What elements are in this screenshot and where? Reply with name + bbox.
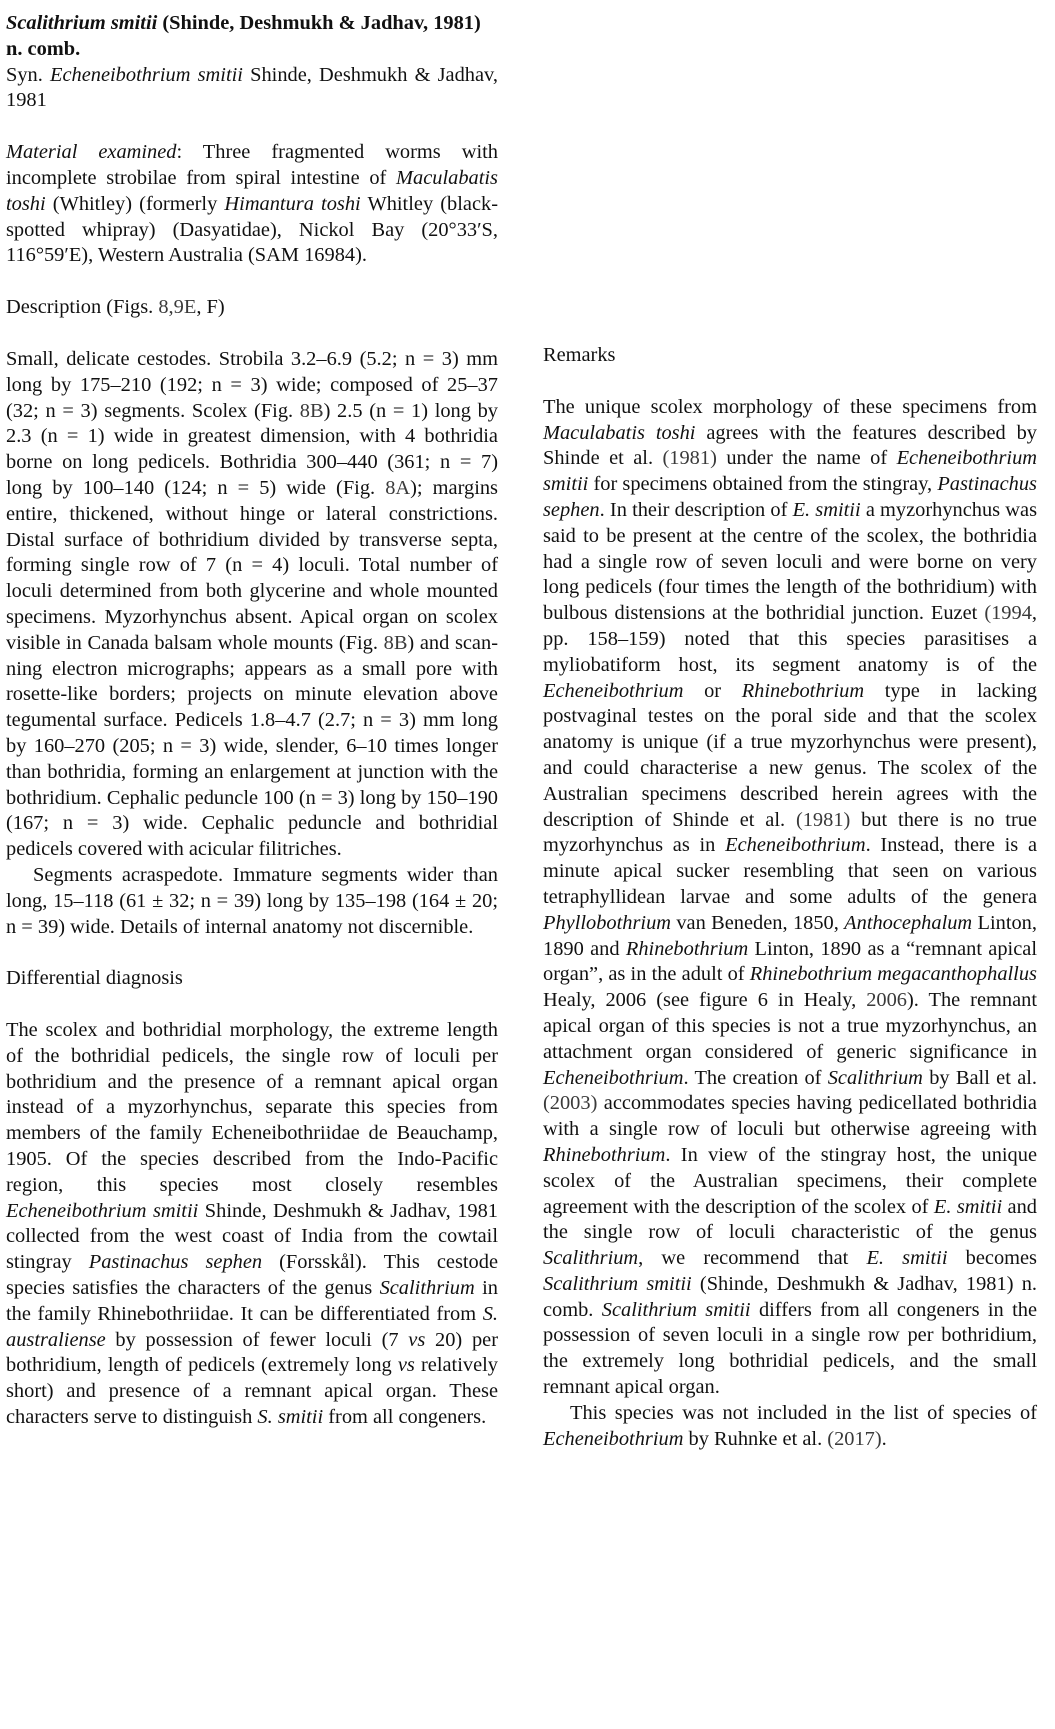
species-name: E. smitii [866,1247,948,1270]
text-run: but there is no true myzorhynchus as in [543,808,1037,857]
text-run: van Beneden, 1850, [671,911,845,934]
versus-term: vs [408,1328,426,1351]
genus-name: Echeneibothrium [543,1427,684,1450]
text-run: Whitley (black-spotted whipray) (Dasyatidae), Nickol Bay (20°33′S, 116°59′E), Western Australia (SAM 16984). [6,192,498,267]
species-name: Maculabatis toshi [543,421,696,444]
material-label: Material examined [6,141,177,164]
species-name: S. smitii [257,1406,324,1429]
diagnosis-paragraph [6,1018,498,1431]
citation-link[interactable]: (1981) [795,808,851,831]
genus-name: Echeneibothrium [543,1066,684,1089]
remarks-heading: Remarks [543,344,616,366]
species-name: Echeneibothrium smitii [6,1199,199,1222]
segments-paragraph: Segments acraspedote. Immature segments wider than long, 15–118 (61 ± 32; n = 39) long by 135–198 (164 ± 20; n = 39) wide. Details of internal anatomy not discernible. [6,863,498,938]
diagnosis-heading: Differential diagnosis [6,967,183,990]
genus-name: Echeneibothrium [725,834,866,857]
heading-text: , F) [196,296,225,319]
text-run: , pp. 158–159) noted that this species parasitises a myliobatiform host, its segment anatomy is of the [543,602,1037,676]
synonym-line [6,63,498,115]
heading-text: Description (Figs. [6,296,159,319]
text-run: by Ruhnke et al. [683,1427,828,1450]
spacer [6,940,498,966]
citation-link[interactable]: (1981) [662,447,717,470]
genus-name: Scalithrium [379,1277,475,1300]
text-run: : Three fragmented worms with incomplete strobilae from spiral intestine of [6,141,498,189]
description-heading [6,295,498,321]
species-name: E. smitii [792,498,861,521]
spacer [6,321,498,347]
text-run: (Whitley) (formerly [45,192,225,215]
text-run: . In their description of [599,498,793,521]
genus-name: Rhinebothrium [543,1143,666,1166]
text-run: Small, delicate cestodes. Strobila 3.2–6.9 (5.2; n = 3) mm long by 175–210 (192; n = 3) wide; composed of 25–37 (32; n = 3) segments. Scolex (Fig. [6,347,498,422]
genus-name: Anthocephalum [844,911,973,934]
figure-link[interactable]: 8,9E [158,296,197,319]
versus-term: vs [397,1354,415,1377]
text-run: 20) per bothridium, length of pedicels (extremely long [6,1328,498,1377]
remarks-paragraph-2 [543,1401,1037,1453]
left-column [6,0,498,1431]
genus-name: Scalithrium [543,1247,639,1270]
right-column [543,343,1037,1452]
text-run: . In view of the stingray host, the unique scolex of the Australian specimens, their complete agreement with the description of the scolex of [543,1143,1037,1218]
text-run: by Ball et al. [922,1066,1038,1089]
synonym-authority: Shinde, Deshmukh & Jadhav, 1981 [6,63,498,112]
text-run: ). The remnant apical organ of this species is not a true myzorhynchus, an attachment organ considered of generic significance in [543,989,1037,1063]
genus-name: Phyllobothrium [543,911,671,934]
figure-link[interactable]: 8B [299,399,324,422]
synonym-name: Echeneibothrium smitii [50,63,243,86]
text-run: The scolex and bothridial morphology, the extreme length of the bothridial pedicels, the single row of loculi per bothridium and the presence of a remnant apical organ instead of a myzorhynchus, separate this species from members of the family Echeneibothriidae de Beauchamp, 1905. Of the species described from the Indo-Pacific region, this species most closely resembles [6,1019,498,1196]
material-examined [6,140,498,269]
genus-name: Echeneibothrium [543,679,684,702]
genus-name: Rhinebothrium [625,937,749,960]
text-run: from all congeners. [323,1406,487,1429]
species-name: Echeneibothrium smitii [543,447,1037,496]
text-run: agrees with the features described by Shinde et al. [543,421,1037,470]
text-run: becomes [947,1247,1037,1270]
host-name: Maculabatis toshi [6,166,498,215]
citation-link[interactable]: (2017) [827,1427,882,1450]
text-run: (Forsskål). This cestode species satisfies the characters of the genus [6,1251,498,1300]
text-run: in the family Rhinebothriidae. It can be differentiated from [6,1277,499,1325]
text-run: type in lacking postvaginal testes on the poral side and that the scolex anatomy is unique (if a true myzorhynchus were present), and could characterise a new genus. The scolex of the Australian specimens described herein agrees with the description of Shinde et al. [543,679,1037,831]
citation-link[interactable]: (1994 [984,602,1032,625]
text-run: ); margins entire, thickened, without hinge or lateral constrictions. Distal surface of bothridium divided by transverse septa, forming single row of 7 (n = 4) loculi. Total number of loculi determined from both glycerine and whole mounted specimens. Myzorhynchus absent. Apical organ on scolex visible in Canada balsam whole mounts (Fig. [6,476,498,654]
text-run: by possession of fewer loculi (7 [105,1328,409,1351]
synonym-prefix: Syn. [6,63,51,86]
figure-link[interactable]: 8A [385,476,411,499]
species-authority: (Shinde, Deshmukh & Jadhav, 1981) n. comb. [6,12,481,60]
figure-link[interactable]: 8B [383,631,408,654]
description-paragraph [6,347,498,863]
text-run: Linton, 1890 and [543,911,1037,960]
spacer [6,269,498,295]
text-run: relatively short) and presence of a remnant apical organ. These characters serve to distinguish [6,1354,498,1429]
text-run: Linton, 1890 as a “remnant apical organ”, as in the adult of [543,937,1037,986]
text-run: . Instead, there is a minute apical sucker resembling that seen on various tetraphyllidean larvae and some adults of the genera [543,834,1037,908]
spacer [6,992,498,1018]
text-run: , we recommend that [638,1247,867,1270]
text-run: The unique scolex morphology of these specimens from [543,395,1037,418]
genus-name: Scalithrium [827,1066,923,1089]
genus-name: Rhinebothrium [741,679,865,702]
text-run: or [683,679,742,702]
species-name: Scalithrium smitii [543,1272,692,1295]
text-run: and the single row of loculi characteristic of the genus [543,1195,1037,1244]
species-name: S. australiense [6,1302,498,1351]
species-name: Pastinachus sephen [88,1251,263,1274]
text-run: ) and scanning electron micrographs; appears as a small pore with rosette-like borders; projects on minute elevation above tegumental surface. Pedicels 1.8–4.7 (2.7; n = 3) mm long by 160–270 (205; n = 3) wide, slender, 6–10 times longer than bothridia, forming an enlargement at junction with the bothridium. Cephalic peduncle 100 (n = 3) long by 150–190 (167; n = 3) wide. Cephalic peduncle and bothridial pedicels covered with acicular filitriches. [6,631,498,861]
species-name: Scalithrium smitii [601,1298,751,1321]
species-name: Rhinebothrium megacanthophallus [749,963,1037,986]
text-run: accommodates species having pedicellated bothridia with a single row of loculi but otherwise agreeing with [543,1092,1037,1141]
citation-link[interactable]: 2006 [866,989,907,1012]
text-run: for specimens obtained from the stingray, [588,473,938,496]
text-run: a myzorhynchus was said to be present at the centre of the scolex, the bothridia had a single row of seven loculi and were borne on very long pedicels (four times the length of the bothridium) with bulbous distensions at the bothridial junction. Euzet [543,498,1037,625]
text-run: under the name of [716,447,897,470]
text-run: differs from all congeners in the possession of seven loculi in a single row per bothridium, the extremely long bothridial pedicels, and the small remnant apical organ. [543,1298,1037,1399]
remarks-paragraph [543,395,1037,1401]
spacer [6,114,498,140]
species-name: Pastinachus sephen [543,473,1037,521]
text-run: ) 2.5 (n = 1) long by 2.3 (n = 1) wide in greatest dimension, with 4 bothridia borne on long pedicels. Bothridia 300–440 (361; n = 7) long by 100–140 (124; n = 5) wide (Fig. [6,399,499,499]
host-name: Himantura toshi [224,192,361,215]
text-run: (Shinde, Deshmukh & Jadhav, 1981) n. comb. [543,1272,1038,1321]
citation-link[interactable]: (2003) [543,1092,598,1115]
species-title [6,11,498,63]
species-name: Scalithrium smitii [6,12,158,34]
species-name: E. smitii [933,1195,1003,1218]
text-run: Shinde, Deshmukh & Jadhav, 1981 collected from the west coast of India from the cowtail stingray [6,1199,498,1274]
text-run: Healy, 2006 (see figure 6 in Healy, [543,989,867,1012]
spacer [543,369,1037,395]
text-run: . The creation of [683,1066,828,1089]
text-run: This species was not included in the list of species of [570,1401,1037,1424]
text-run: . [881,1427,887,1450]
